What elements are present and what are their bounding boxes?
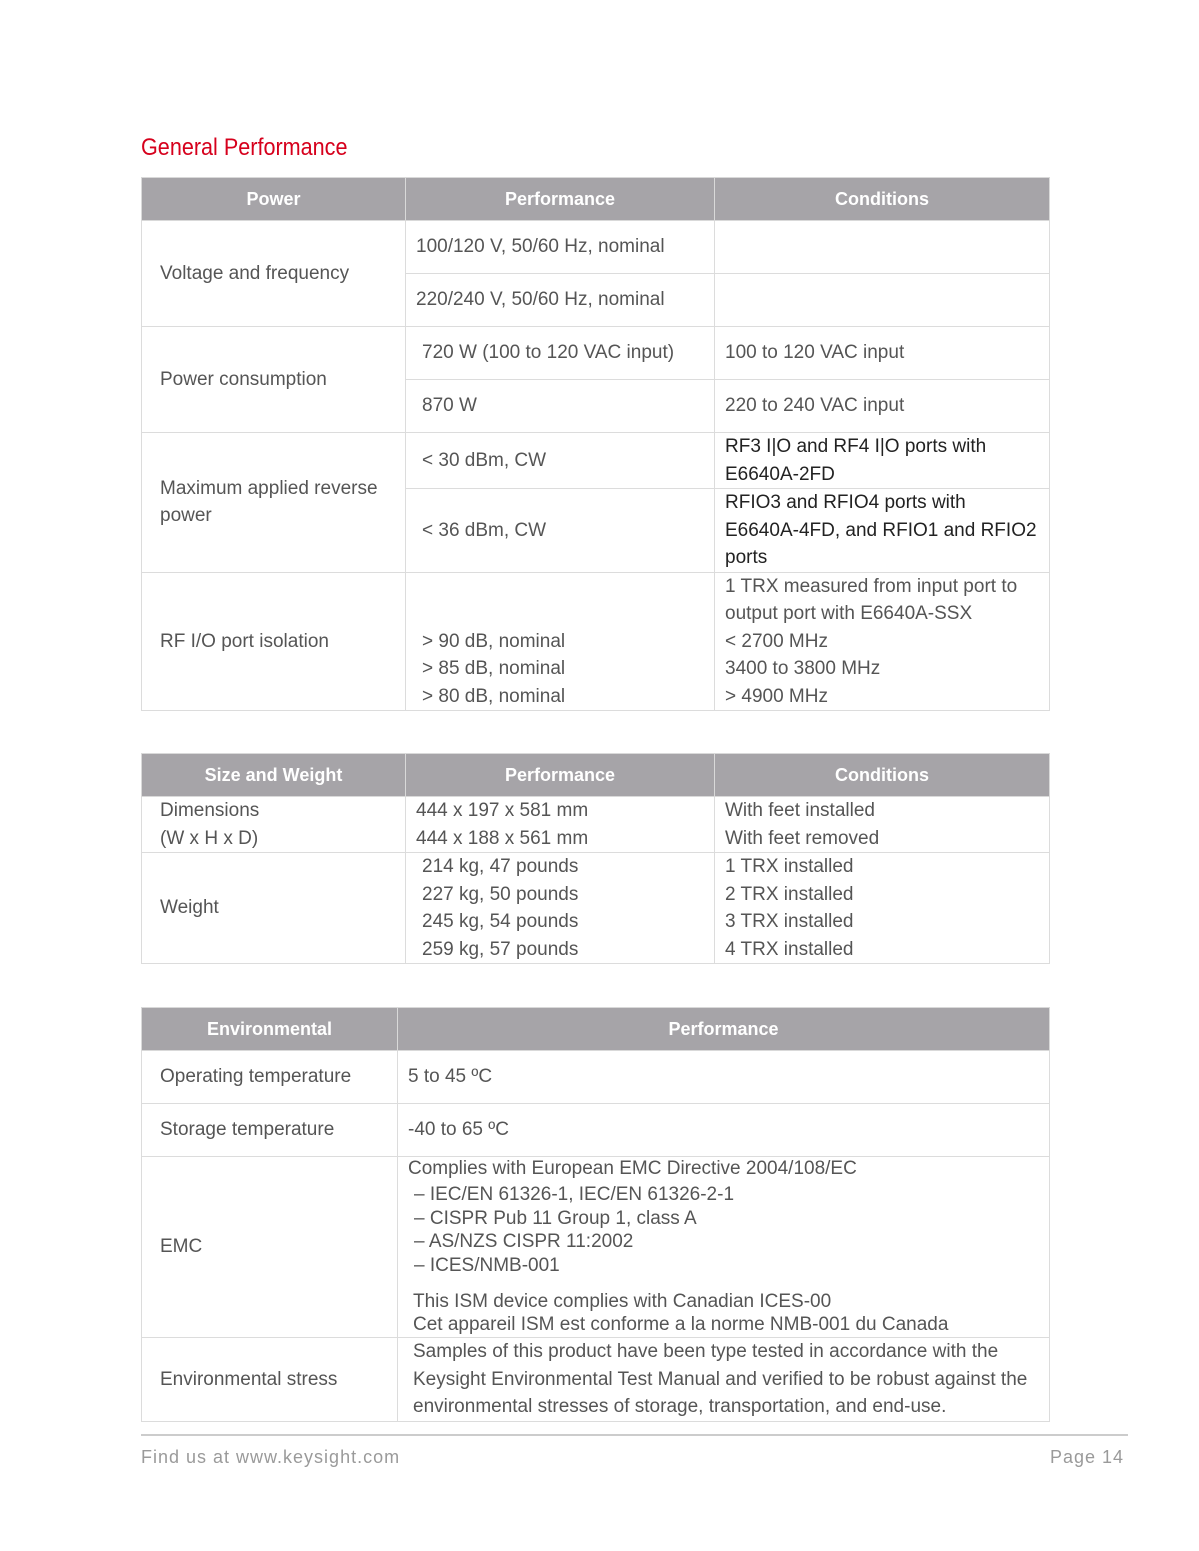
cell: Samples of this product have been type tested in accordance with the Keysight Environmental Test Manual and verified to be robust against the environmental stresses of storage, transportation, and end-use. [398, 1338, 1050, 1422]
cell-line: 4 TRX installed [725, 938, 854, 960]
cell: < 30 dBm, CW [406, 433, 715, 489]
cell [715, 221, 1050, 274]
cell: 5 to 45 ºC [398, 1051, 1050, 1104]
cell-line: 444 x 188 x 561 mm [416, 827, 589, 849]
cell-line: 3400 to 3800 MHz [725, 658, 881, 679]
list-item: – AS/NZS CISPR 11:2002 [414, 1230, 1039, 1254]
cell-line: 214 kg, 47 pounds [422, 856, 579, 877]
row-label: Power consumption [142, 327, 406, 433]
column-header: Power [142, 178, 406, 221]
column-header: Performance [406, 754, 715, 797]
cell [715, 274, 1050, 327]
column-header: Conditions [715, 178, 1050, 221]
cell [406, 797, 715, 853]
row-label: Voltage and frequency [142, 221, 406, 327]
table-row [142, 221, 1050, 274]
cell [715, 853, 1050, 964]
row-label: Storage temperature [142, 1104, 398, 1157]
size-weight-table [141, 753, 1050, 964]
table-header-row [142, 754, 1050, 797]
cell [715, 572, 1050, 711]
table-header-row [142, 178, 1050, 221]
emc-note: Cet appareil ISM est conforme a la norme NMB-001 du Canada [413, 1314, 949, 1335]
row-label: Weight [142, 853, 406, 964]
row-label: RF I/O port isolation [142, 572, 406, 711]
table-row [142, 1104, 1050, 1157]
table-row [142, 327, 1050, 380]
row-label [142, 797, 406, 853]
cell-line: > 4900 MHz [725, 685, 828, 707]
list-item: – IEC/EN 61326-1, IEC/EN 61326-2-1 [414, 1183, 1039, 1207]
cell: RFIO3 and RFIO4 ports with E6640A-4FD, and RFIO1 and RFIO2 ports [715, 489, 1050, 573]
cell [406, 853, 715, 964]
cell: < 36 dBm, CW [406, 489, 715, 573]
cell-line: Dimensions [160, 800, 260, 821]
power-table [141, 177, 1050, 711]
cell-line: > 85 dB, nominal [422, 658, 566, 679]
table-row [142, 1157, 1050, 1338]
footer-divider [141, 1434, 1128, 1436]
list-item: – ICES/NMB-001 [414, 1254, 1039, 1278]
cell-line: (W x H x D) [160, 827, 259, 849]
cell: 100/120 V, 50/60 Hz, nominal [406, 221, 715, 274]
table-row [142, 853, 1050, 964]
cell: 220/240 V, 50/60 Hz, nominal [406, 274, 715, 327]
cell [715, 797, 1050, 853]
list-item: – CISPR Pub 11 Group 1, class A [414, 1207, 1039, 1231]
cell: 720 W (100 to 120 VAC input) [406, 327, 715, 380]
column-header: Conditions [715, 754, 1050, 797]
column-header: Performance [406, 178, 715, 221]
cell-line: 245 kg, 54 pounds [422, 911, 579, 932]
cell-line: > 80 dB, nominal [422, 685, 566, 707]
cell: RF3 I|O and RF4 I|O ports with E6640A-2FD [715, 433, 1050, 489]
cell-line: 1 TRX installed [725, 856, 854, 877]
footer-website: Find us at www.keysight.com [141, 1447, 401, 1467]
table-row [142, 797, 1050, 853]
cell-line: 3 TRX installed [725, 911, 854, 932]
cell: 100 to 120 VAC input [715, 327, 1050, 380]
cell: 220 to 240 VAC input [715, 380, 1050, 433]
cell-line: < 2700 MHz [725, 630, 828, 652]
cell-line: 2 TRX installed [725, 883, 854, 905]
cell-line: 444 x 197 x 581 mm [416, 800, 589, 821]
column-header: Environmental [142, 1008, 398, 1051]
row-label: Operating temperature [142, 1051, 398, 1104]
cell-line: With feet installed [725, 800, 875, 821]
page-number: Page 14 [1049, 1447, 1124, 1467]
table-row [142, 1338, 1050, 1422]
row-label: Environmental stress [142, 1338, 398, 1422]
row-label: Maximum applied reverse power [142, 433, 406, 573]
cell: -40 to 65 ºC [398, 1104, 1050, 1157]
environmental-table [141, 1007, 1050, 1422]
emc-note: This ISM device complies with Canadian ICES-00 [413, 1291, 832, 1312]
column-header: Size and Weight [142, 754, 406, 797]
cell [406, 572, 715, 711]
column-header: Performance [398, 1008, 1050, 1051]
emc-standards-list [408, 1183, 1039, 1277]
section-title: General Performance [141, 134, 348, 161]
table-header-row [142, 1008, 1050, 1051]
cell-line: 227 kg, 50 pounds [422, 883, 579, 905]
table-row [142, 433, 1050, 489]
emc-intro: Complies with European EMC Directive 2004/108/EC [408, 1158, 857, 1179]
cell-line: With feet removed [725, 827, 880, 849]
cell-line: 1 TRX measured from input port to output port with E6640A-SSX [725, 575, 1018, 624]
table-row [142, 572, 1050, 711]
cell-line: > 90 dB, nominal [422, 630, 566, 652]
cell [398, 1157, 1050, 1338]
cell: 870 W [406, 380, 715, 433]
table-row [142, 1051, 1050, 1104]
cell-line: 259 kg, 57 pounds [422, 938, 579, 960]
row-label: EMC [142, 1157, 398, 1338]
